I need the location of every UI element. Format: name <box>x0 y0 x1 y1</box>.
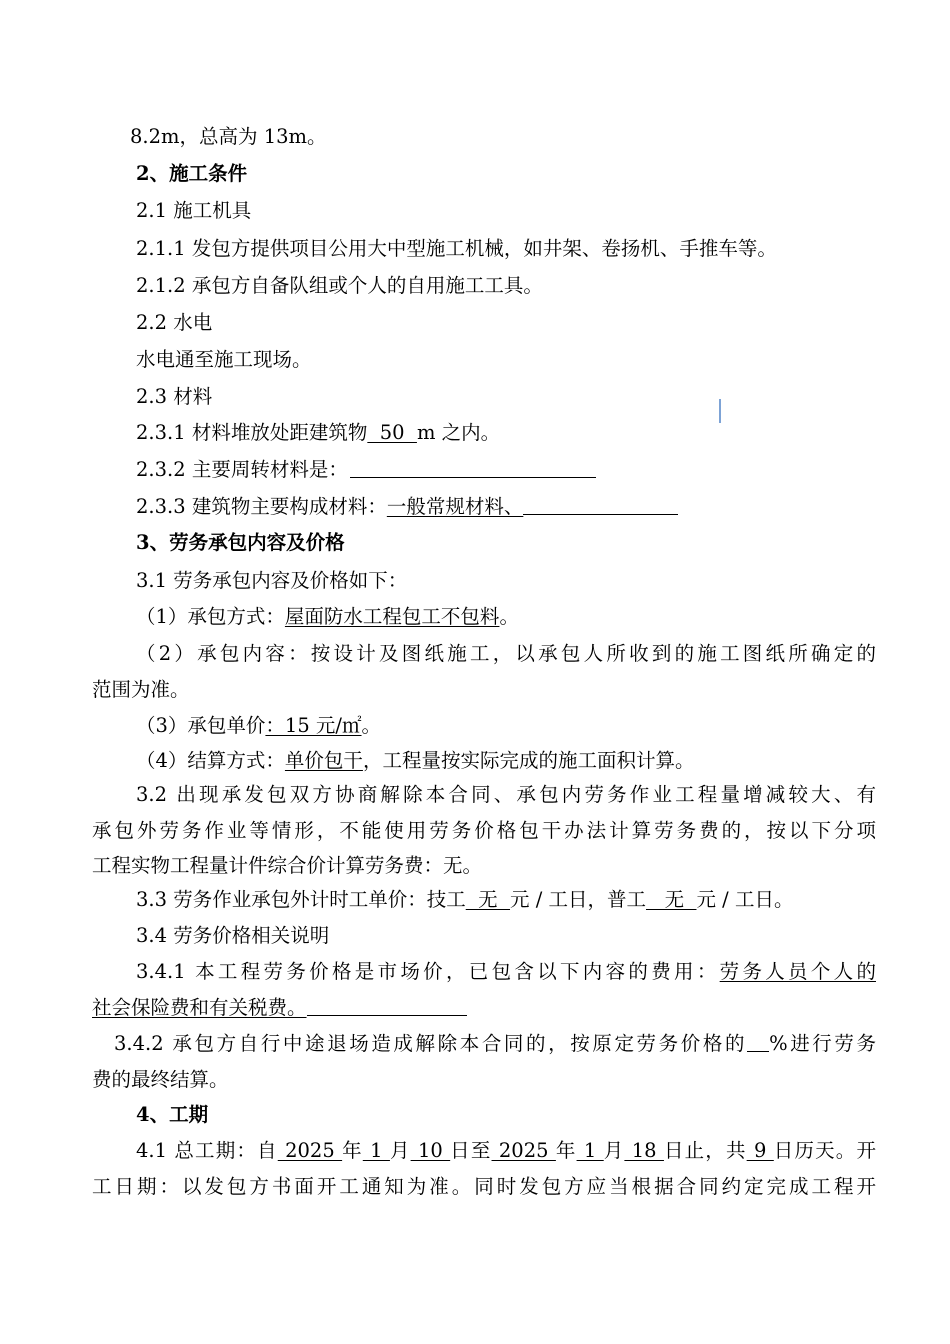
settlement-method-value[interactable]: 单价包干 <box>284 749 363 772</box>
clause-2-3-1-label: 2.3.1 材料堆放处距建筑物 <box>136 421 368 444</box>
clause-3-3 <box>136 887 793 913</box>
item-settlement <box>136 748 694 774</box>
price-includes-value-cont[interactable]: 社会保险费和有关税费。 <box>92 996 307 1019</box>
heading-section-4: 4、工期 <box>136 1103 209 1126</box>
year-label: 年 <box>342 1139 363 1162</box>
item-4-label: （4）结算方式： <box>136 749 285 772</box>
year-label-2: 年 <box>555 1139 577 1162</box>
subheading-2-3: 2.3 材料 <box>136 385 213 408</box>
clause-2-3-2-label: 2.3.2 主要周转材料是： <box>136 458 348 481</box>
end-month-value[interactable]: 1 <box>576 1139 604 1162</box>
clause-3-3-label: 3.3 劳务作业承包外计时工单价：技工 <box>136 888 466 911</box>
total-days-value[interactable]: 9 <box>746 1139 774 1162</box>
item-unit-price <box>136 713 381 739</box>
clause-2-3-1-unit: m 之内。 <box>416 421 501 444</box>
month-label-2: 月 <box>603 1139 625 1162</box>
clause-4-1-line1 <box>136 1138 876 1164</box>
clause-3-2-line1: 3.2 出现承发包双方协商解除本合同、承包内劳务作业工程量增减较大、有 <box>136 783 876 806</box>
clause-3-1: 3.1 劳务承包内容及价格如下： <box>136 569 408 592</box>
month-label: 月 <box>389 1139 411 1162</box>
end-year-value[interactable]: 2025 <box>491 1139 556 1162</box>
day-to-label: 日至 <box>450 1139 492 1162</box>
main-materials-blank[interactable] <box>523 494 678 515</box>
clause-2-2-text: 水电通至施工现场。 <box>136 348 312 371</box>
item-contract-scope-line2: 范围为准。 <box>92 678 190 701</box>
clause-3-4-1-label: 3.4.1 本工程劳务价格是市场价，已包含以下内容的费用： <box>136 960 720 983</box>
item-3-label: （3）承包单价 <box>136 714 266 737</box>
main-materials-value[interactable]: 一般常规材料、 <box>386 495 524 518</box>
end-day-value[interactable]: 18 <box>624 1139 664 1162</box>
unit-price-value[interactable]: ：15 元/㎡ <box>265 714 362 737</box>
price-includes-blank[interactable] <box>307 995 467 1016</box>
item-contract-method <box>136 604 519 630</box>
clause-2-3-3 <box>136 494 678 520</box>
item-4-rest: ，工程量按实际完成的施工面积计算。 <box>362 749 695 772</box>
clause-3-4: 3.4 劳务价格相关说明 <box>136 924 330 947</box>
clause-2-3-3-label: 2.3.3 建筑物主要构成材料： <box>136 495 387 518</box>
subheading-2-2: 2.2 水电 <box>136 311 213 334</box>
clause-3-4-2-label: 3.4.2 承包方自行中途退场造成解除本合同的，按原定劳务价格的 <box>114 1032 748 1055</box>
clause-3-4-2-rest: %进行劳务 <box>769 1032 876 1055</box>
start-year-value[interactable]: 2025 <box>277 1139 343 1162</box>
clause-3-3-end: 元 / 工日。 <box>696 888 794 911</box>
heading-section-2: 2、施工条件 <box>136 162 248 185</box>
text-cursor <box>719 399 721 423</box>
clause-3-4-1-line2 <box>92 995 467 1021</box>
start-day-value[interactable]: 10 <box>410 1139 451 1162</box>
clause-2-1-1: 2.1.1 发包方提供项目公用大中型施工机械，如井架、卷扬机、手推车等。 <box>136 237 777 260</box>
distance-value-field[interactable]: 50 <box>367 421 417 444</box>
skilled-rate-value[interactable]: 无 <box>465 888 511 911</box>
clause-2-3-2 <box>136 457 596 483</box>
contract-method-value[interactable]: 屋面防水工程包工不包料 <box>284 605 500 628</box>
general-rate-value[interactable]: 无 <box>645 888 697 911</box>
subheading-2-1: 2.1 施工机具 <box>136 199 252 222</box>
clause-3-4-1-line1 <box>136 959 876 985</box>
clause-3-2-line3: 工程实物工程量计件综合价计算劳务费：无。 <box>92 854 483 877</box>
item-3-end: 。 <box>361 714 382 737</box>
calendar-days-label: 日历天。开 <box>773 1139 876 1162</box>
price-includes-value[interactable]: 劳务人员个人的 <box>719 960 876 983</box>
duration-label: 4.1 总工期：自 <box>136 1139 278 1162</box>
clause-2-3-1 <box>136 420 500 446</box>
start-month-value[interactable]: 1 <box>362 1139 390 1162</box>
clause-3-4-2-line1 <box>114 1031 876 1057</box>
clause-4-1-line2: 工日期：以发包方书面开工通知为准。同时发包方应当根据合同约定完成工程开 <box>92 1175 876 1198</box>
percentage-blank[interactable] <box>747 1031 769 1052</box>
turnover-materials-blank[interactable] <box>350 457 596 478</box>
clause-3-3-mid: 元 / 工日，普工 <box>510 888 646 911</box>
clause-2-1-2: 2.1.2 承包方自备队组或个人的自用施工工具。 <box>136 274 543 297</box>
item-contract-scope-line1: （2）承包内容：按设计及图纸施工，以承包人所收到的施工图纸所确定的 <box>136 642 876 665</box>
clause-3-2-line2: 承包外劳务作业等情形，不能使用劳务价格包干办法计算劳务费的，按以下分项 <box>92 819 876 842</box>
total-label: 日止，共 <box>663 1139 747 1162</box>
item-1-label: （1）承包方式： <box>136 605 285 628</box>
clause-3-4-2-line2: 费的最终结算。 <box>92 1068 229 1091</box>
para-height: 8.2m，总高为 13m。 <box>130 125 327 148</box>
item-1-end: 。 <box>499 605 519 628</box>
heading-section-3: 3、劳务承包内容及价格 <box>136 531 345 554</box>
